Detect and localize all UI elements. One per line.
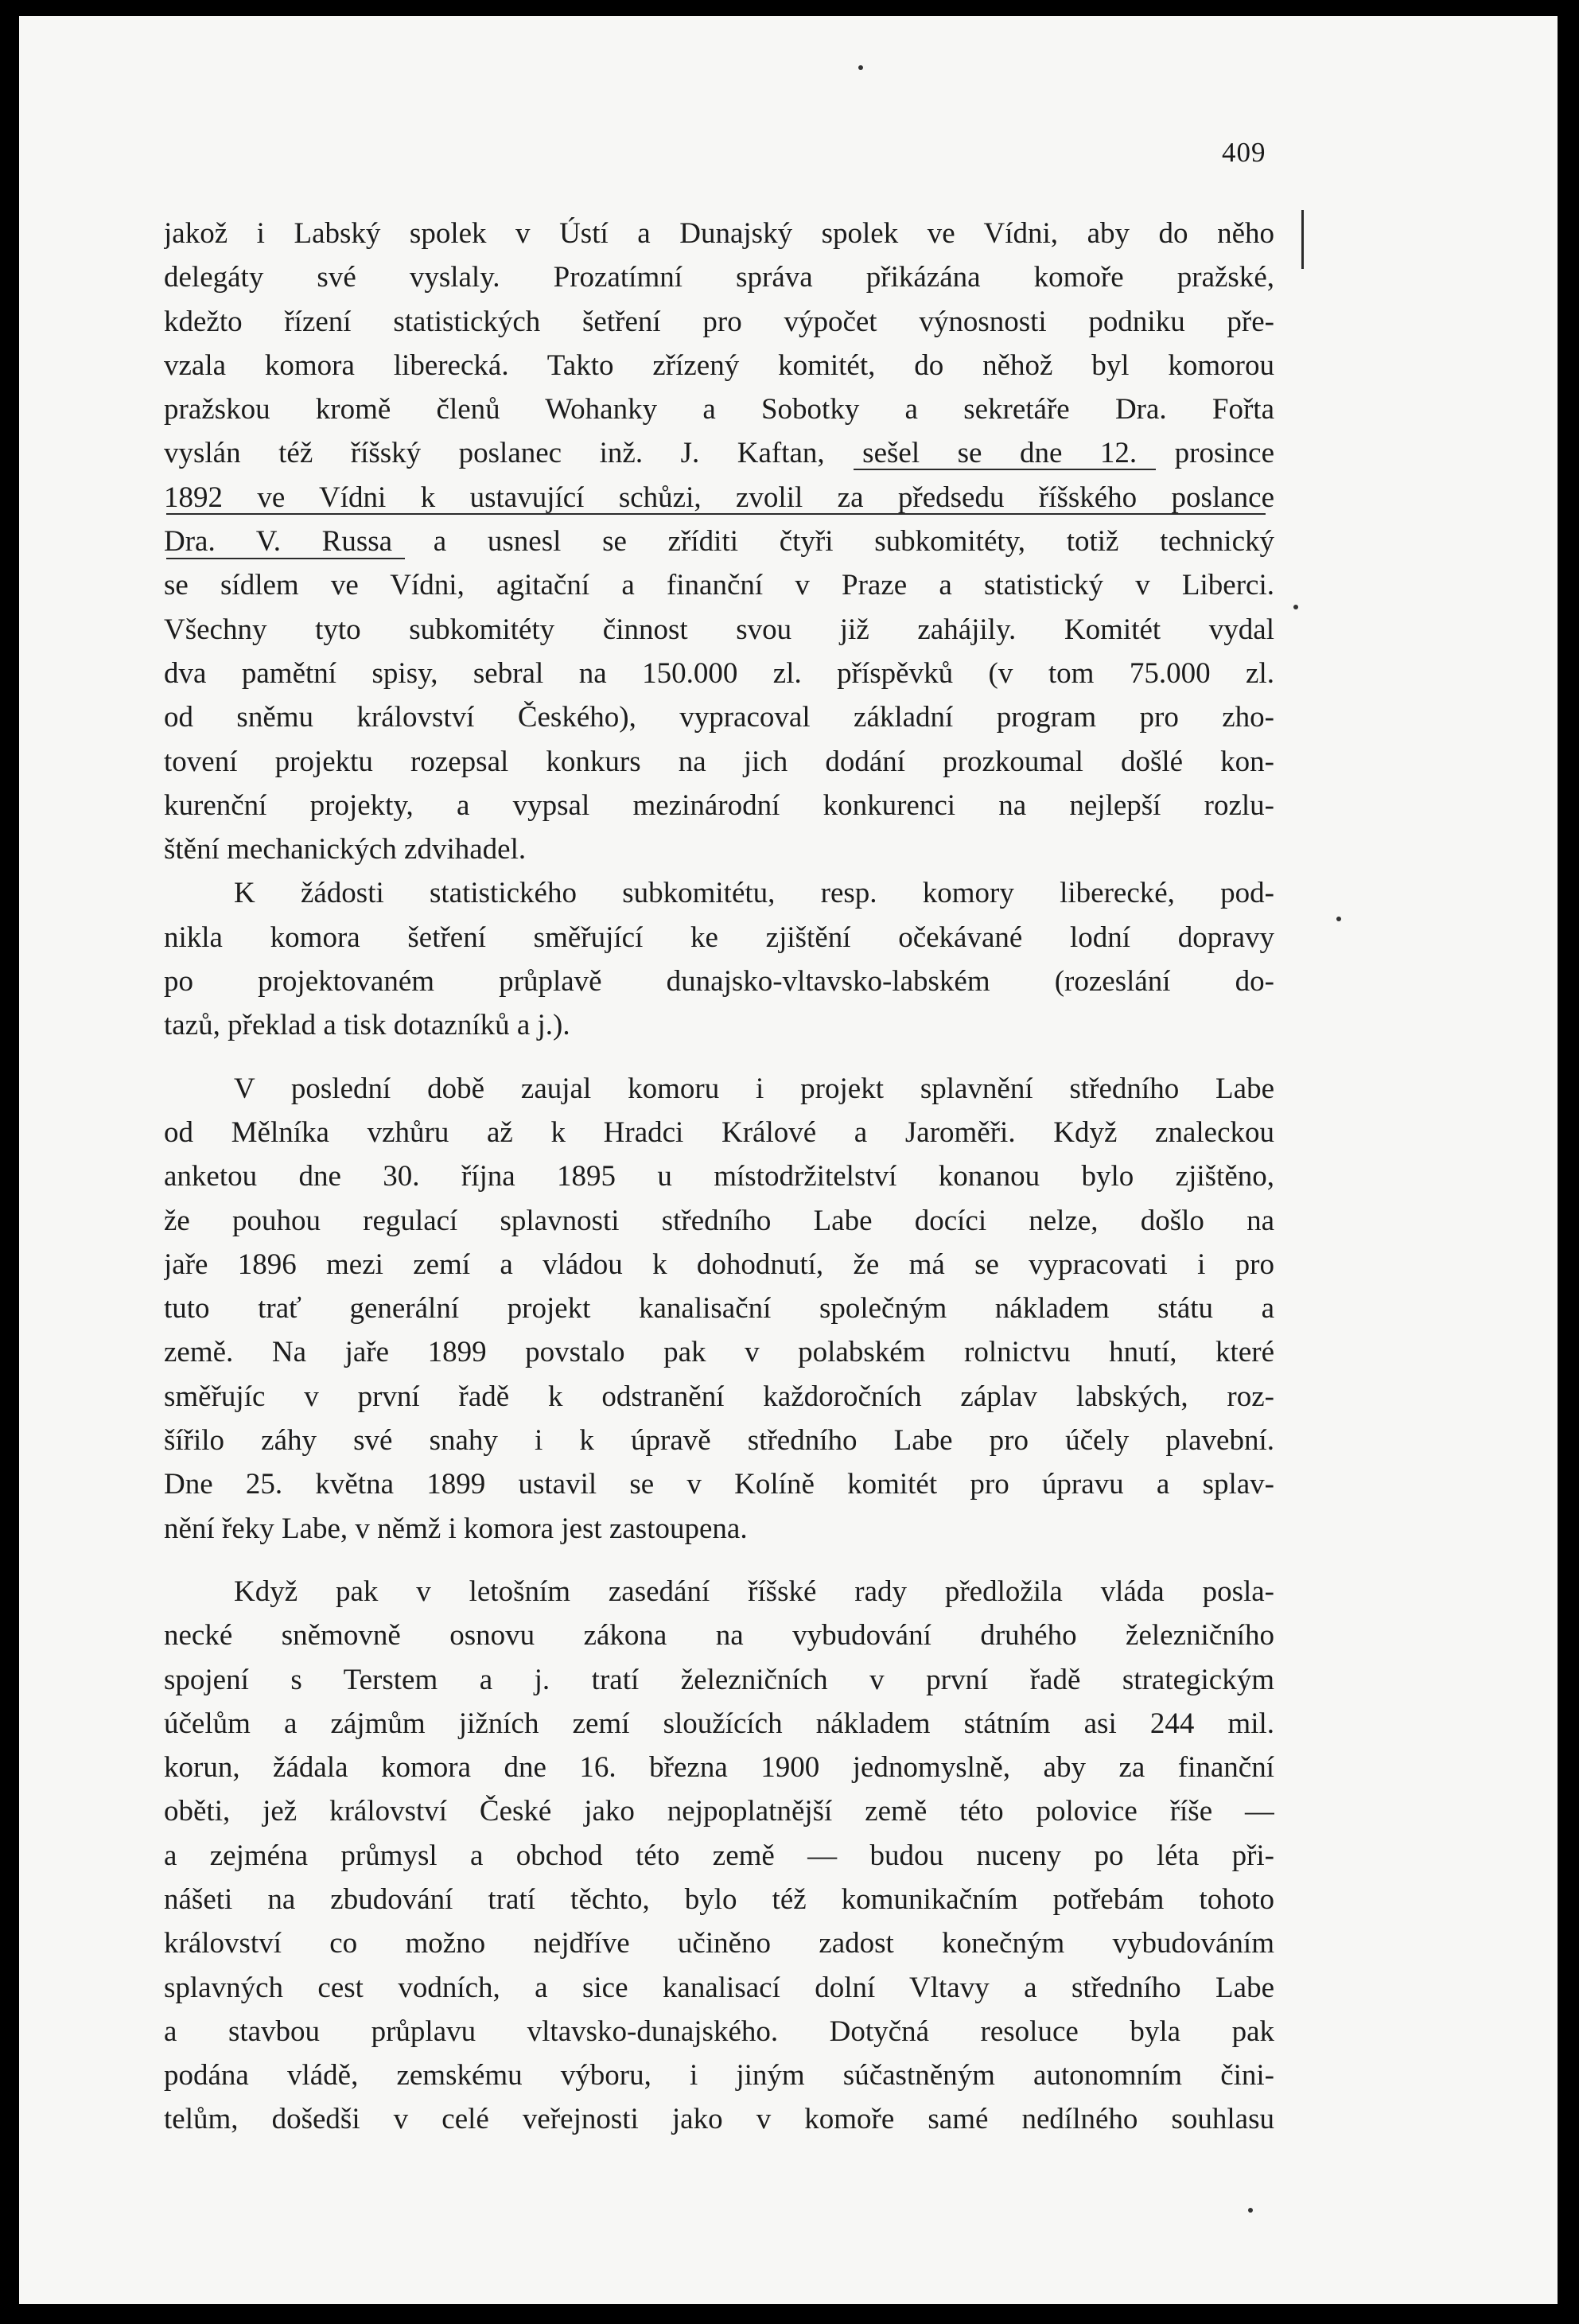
text-line: delegáty své vyslaly. Prozatímní správa přikázána komoře pražské, bbox=[164, 261, 1274, 294]
paragraph-3 bbox=[164, 1067, 1274, 1551]
text-line: jaře 1896 mezi zemí a vládou k dohodnutí, že má se vypracovati i pro bbox=[164, 1248, 1274, 1281]
text-line: se sídlem ve Vídni, agitační a finanční v Praze a statistický v Liberci. bbox=[164, 569, 1274, 602]
text-line: šířilo záhy své snahy i k úpravě středního Labe pro účely plavební. bbox=[164, 1424, 1274, 1458]
text-line: Když pak v letošním zasedání říšské rady předložila vláda posla- bbox=[234, 1575, 1274, 1608]
body-text bbox=[164, 212, 1274, 2142]
scan-speck bbox=[858, 65, 863, 70]
text-line: 1892 ve Vídni k ustavující schůzi, zvolil za předsedu říšského poslance bbox=[164, 481, 1274, 514]
scan-speck bbox=[1293, 605, 1298, 609]
text-line: oběti, jež království České jako nejpoplatnější země této polovice říše — bbox=[164, 1795, 1274, 1828]
text-line: V poslední době zaujal komoru i projekt splavnění středního Labe bbox=[234, 1072, 1274, 1105]
text-line: že pouhou regulací splavnosti středního Labe docíci nelze, došlo na bbox=[164, 1204, 1274, 1237]
text-line: spojení s Terstem a j. tratí železničních v první řadě strategickým bbox=[164, 1663, 1274, 1696]
text-line: Všechny tyto subkomitéty činnost svou již zahájily. Komitét vydal bbox=[164, 613, 1274, 646]
text-line: tuto trať generální projekt kanalisační společným nákladem státu a bbox=[164, 1292, 1274, 1325]
text-line: telům, došedši v celé veřejnosti jako v komoře samé nedílného souhlasu bbox=[164, 2103, 1274, 2136]
text-line: kdežto řízení statistických šetření pro výpočet výnosnosti podniku pře- bbox=[164, 305, 1274, 338]
text-line: směřujíc v první řadě k odstranění každoročních záplav labských, roz- bbox=[164, 1380, 1274, 1413]
text-line: od Mělníka vzhůru až k Hradci Králové a Jaroměři. Když znaleckou bbox=[164, 1115, 1274, 1149]
scan-speck bbox=[1248, 2208, 1253, 2213]
text-line: vzala komora liberecká. Takto zřízený komitét, do něhož byl komorou bbox=[164, 348, 1274, 382]
text-line: kurenční projekty, a vypsal mezinárodní konkurenci na nejlepší rozlu- bbox=[164, 788, 1274, 822]
text-line: království co možno nejdříve učiněno zadost konečným vybudováním bbox=[164, 1927, 1274, 1960]
paragraph-4 bbox=[164, 1570, 1274, 2142]
scanned-page bbox=[19, 16, 1558, 2304]
text-line: necké sněmovně osnovu zákona na vybudování druhého železničního bbox=[164, 1619, 1274, 1652]
text-line: a zejména průmysl a obchod této země — budou nuceny po léta při- bbox=[164, 1839, 1274, 1872]
text-line: podána vládě, zemskému výboru, i jiným súčastněným autonomním čini- bbox=[164, 2059, 1274, 2092]
text-line: nikla komora šetření směřující ke zjištění očekávané lodní dopravy bbox=[164, 921, 1274, 954]
text-line: jakož i Labský spolek v Ústí a Dunajský spolek ve Vídni, aby do něho bbox=[164, 217, 1274, 250]
text-line: vyslán též říšský poslanec inž. J. Kaftan, sešel se dne 12. prosince bbox=[164, 437, 1274, 470]
text-line: země. Na jaře 1899 povstalo pak v polabském rolnictvu hnutí, které bbox=[164, 1336, 1274, 1369]
text-line: anketou dne 30. října 1895 u místodržitelství konanou bylo zjištěno, bbox=[164, 1160, 1274, 1193]
text-line: od sněmu království Českého), vypracoval základní program pro zho- bbox=[164, 701, 1274, 734]
text-line: Dne 25. května 1899 ustavil se v Kolíně komitét pro úpravu a splav- bbox=[164, 1468, 1274, 1501]
page-number: 409 bbox=[1222, 137, 1266, 168]
paragraph-1 bbox=[164, 212, 1274, 871]
text-line: a stavbou průplavu vltavsko-dunajského. Dotyčná resoluce byla pak bbox=[164, 2015, 1274, 2048]
scan-speck bbox=[1336, 917, 1341, 921]
text-line: dva pamětní spisy, sebral na 150.000 zl. příspěvků (v tom 75.000 zl. bbox=[164, 656, 1274, 690]
text-line: Dra. V. Russa a usnesl se zříditi čtyři subkomitéty, totiž technický bbox=[164, 525, 1274, 559]
text-line: nášeti na zbudování tratí těchto, bylo též komunikačním potřebám tohoto bbox=[164, 1882, 1274, 1916]
paragraph-2 bbox=[164, 871, 1274, 1047]
text-line: účelům a zájmům jižních zemí sloužících nákladem státním asi 244 mil. bbox=[164, 1707, 1274, 1740]
text-line: K žádosti statistického subkomitétu, resp. komory liberecké, pod- bbox=[234, 877, 1274, 910]
text-line: nění řeky Labe, v němž i komora jest zastoupena. bbox=[164, 1512, 748, 1545]
text-line: tovení projektu rozepsal konkurs na jich dodání prozkoumal došlé kon- bbox=[164, 745, 1274, 778]
text-line: po projektovaném průplavě dunajsko-vltavsko-labském (rozeslání do- bbox=[164, 965, 1274, 999]
text-line: tazů, překlad a tisk dotazníků a j.). bbox=[164, 1009, 570, 1042]
text-line: korun, žádala komora dne 16. března 1900 jednomyslně, aby za finanční bbox=[164, 1751, 1274, 1785]
margin-rule-mark bbox=[1301, 210, 1304, 269]
text-line: splavných cest vodních, a sice kanalisací dolní Vltavy a středního Labe bbox=[164, 1971, 1274, 2004]
text-line: pražskou kromě členů Wohanky a Sobotky a sekretáře Dra. Fořta bbox=[164, 393, 1274, 426]
text-line: štění mechanických zdvihadel. bbox=[164, 833, 527, 866]
